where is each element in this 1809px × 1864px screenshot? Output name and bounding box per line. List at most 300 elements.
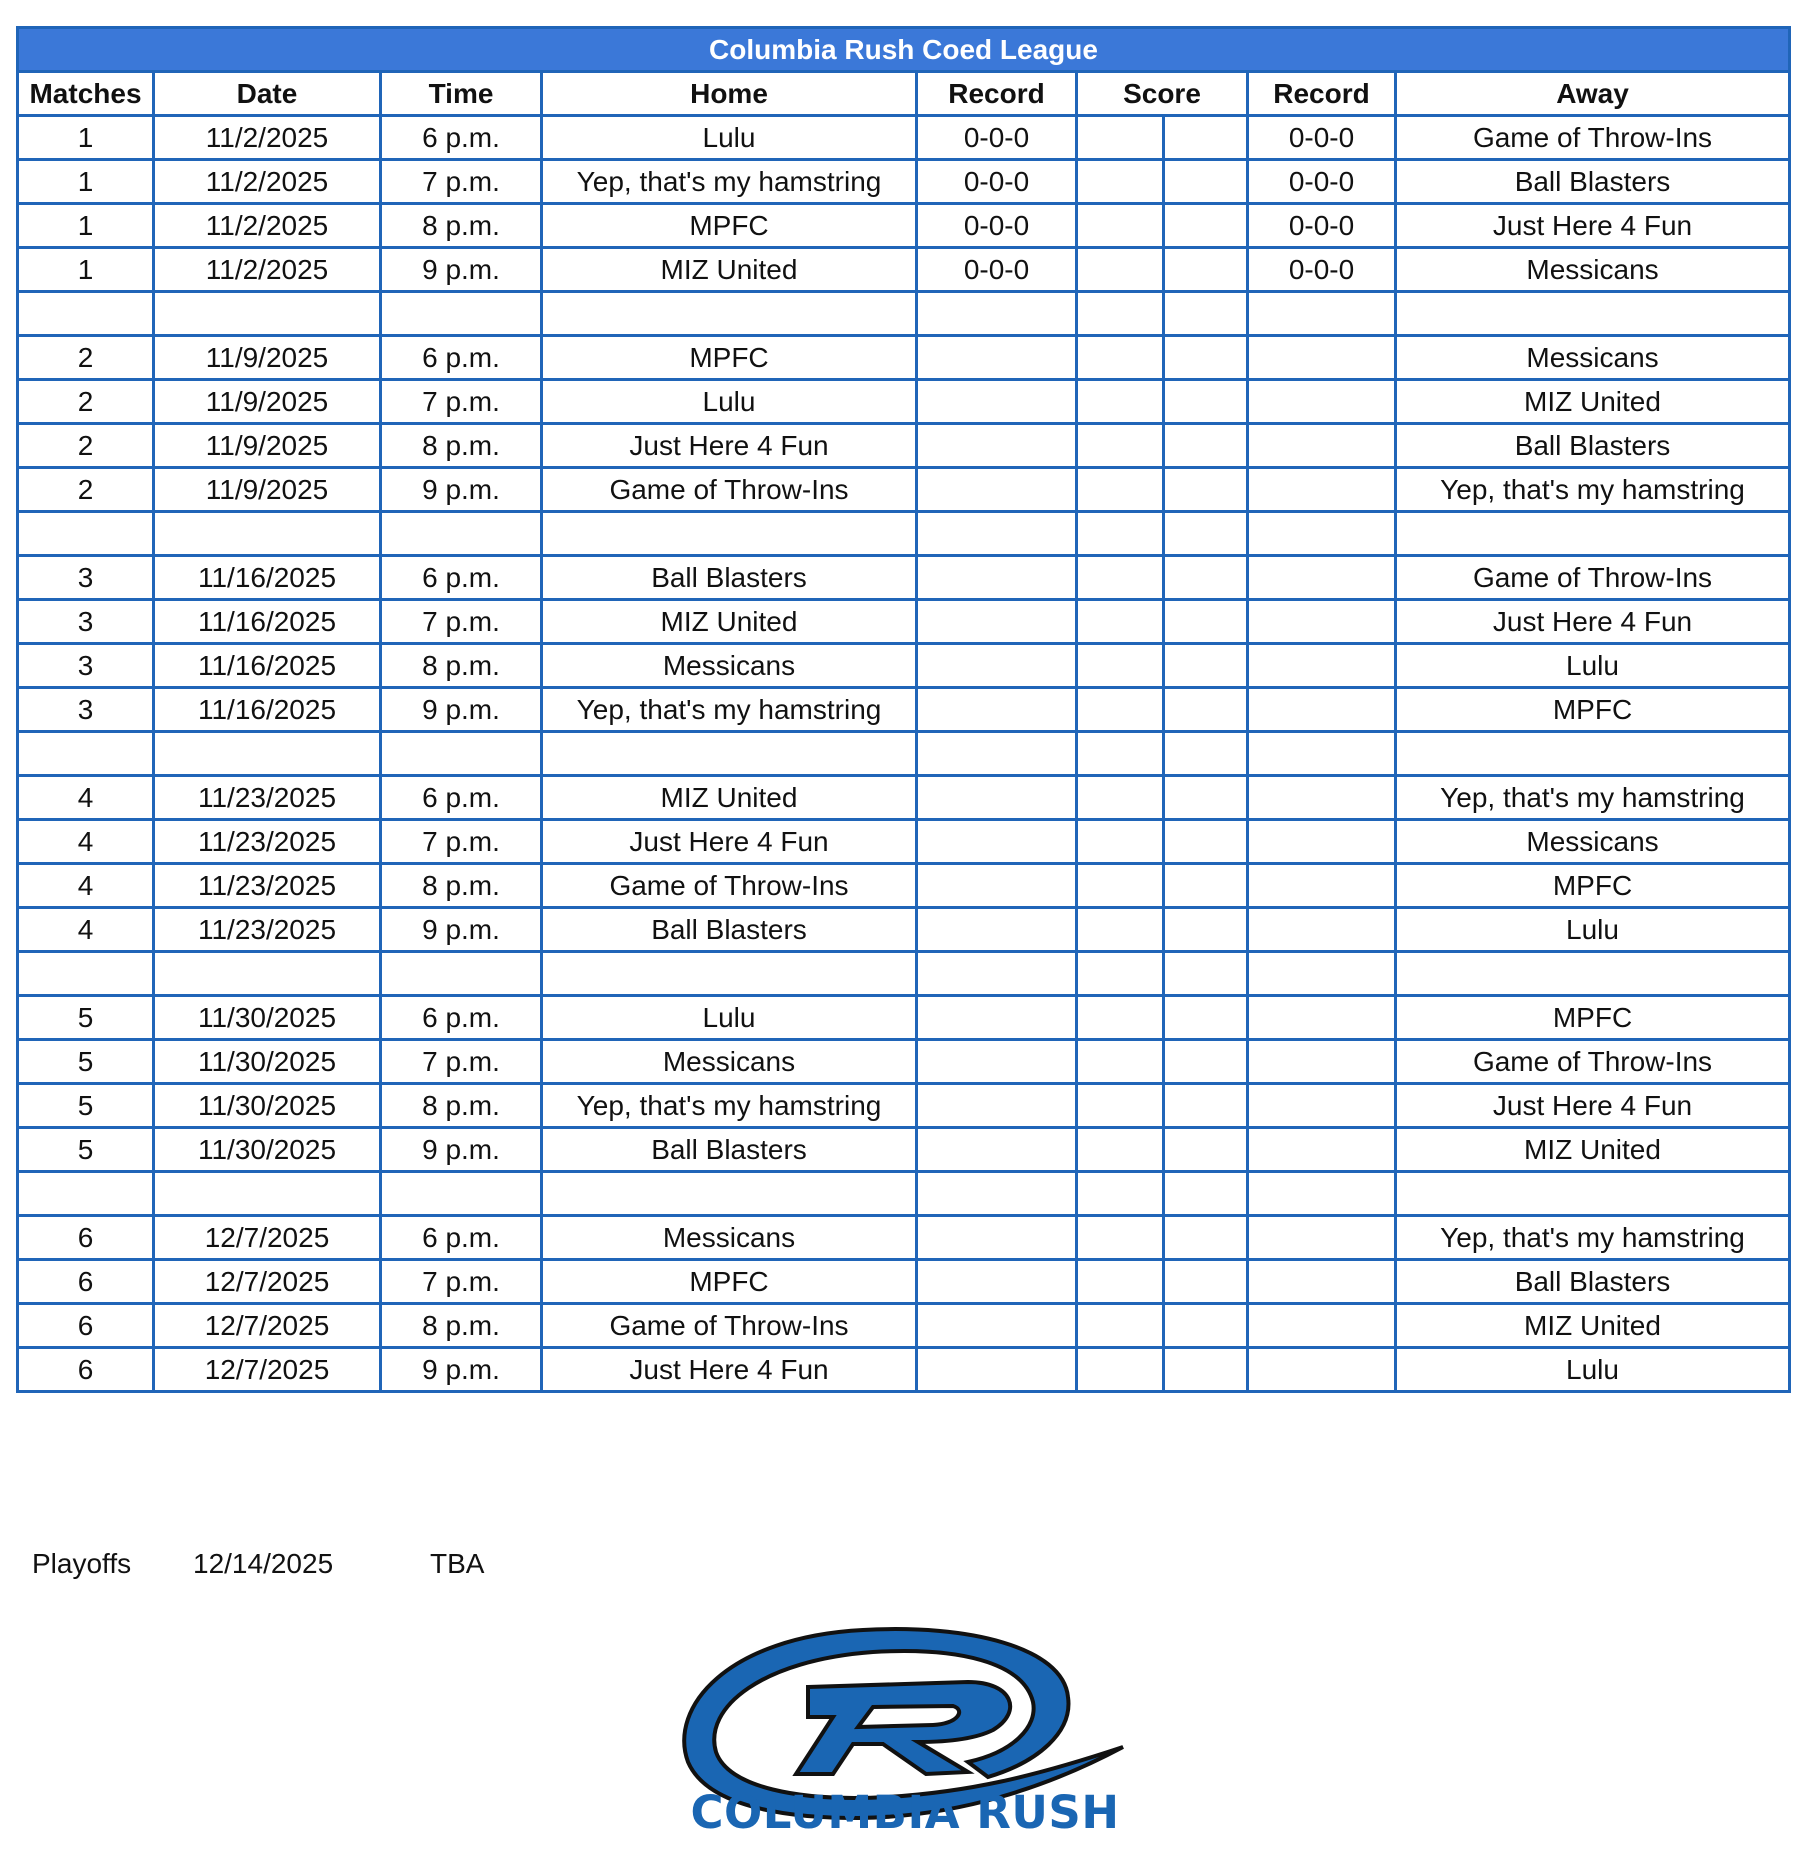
date-cell: 11/23/2025 [154, 820, 381, 864]
away-record-cell [1248, 1304, 1396, 1348]
date-cell [154, 952, 381, 996]
home-score-cell [1077, 732, 1164, 776]
date-cell: 11/30/2025 [154, 1128, 381, 1172]
away-team-cell: Lulu [1396, 908, 1790, 952]
away-team-cell: Messicans [1396, 336, 1790, 380]
away-score-cell [1164, 600, 1248, 644]
spacer-row [18, 732, 1790, 776]
home-team-cell [542, 952, 917, 996]
away-score-cell [1164, 864, 1248, 908]
home-team-cell: Lulu [542, 996, 917, 1040]
away-score-cell [1164, 952, 1248, 996]
away-score-cell [1164, 820, 1248, 864]
away-record-cell [1248, 468, 1396, 512]
date-cell: 11/9/2025 [154, 424, 381, 468]
away-record-cell: 0-0-0 [1248, 116, 1396, 160]
home-score-cell [1077, 996, 1164, 1040]
home-record-cell [917, 688, 1077, 732]
home-record-cell [917, 1172, 1077, 1216]
home-record-cell [917, 820, 1077, 864]
home-team-cell [542, 512, 917, 556]
home-record-cell [917, 600, 1077, 644]
match-cell: 1 [18, 160, 154, 204]
match-cell: 1 [18, 248, 154, 292]
time-cell: 6 p.m. [381, 996, 542, 1040]
table-row [18, 1084, 1790, 1128]
header-home: Home [542, 72, 917, 116]
home-score-cell [1077, 776, 1164, 820]
time-cell: 6 p.m. [381, 336, 542, 380]
date-cell: 11/2/2025 [154, 160, 381, 204]
home-record-cell [917, 1348, 1077, 1392]
away-score-cell [1164, 1084, 1248, 1128]
match-cell: 2 [18, 336, 154, 380]
table-row [18, 864, 1790, 908]
home-team-cell: Game of Throw-Ins [542, 864, 917, 908]
time-cell: 8 p.m. [381, 644, 542, 688]
match-cell: 3 [18, 600, 154, 644]
date-cell [154, 732, 381, 776]
away-record-cell [1248, 556, 1396, 600]
home-score-cell [1077, 116, 1164, 160]
match-cell: 5 [18, 1084, 154, 1128]
time-cell [381, 292, 542, 336]
away-score-cell [1164, 292, 1248, 336]
away-record-cell [1248, 820, 1396, 864]
match-cell: 2 [18, 468, 154, 512]
match-cell: 6 [18, 1348, 154, 1392]
away-record-cell [1248, 644, 1396, 688]
away-score-cell [1164, 380, 1248, 424]
home-score-cell [1077, 1172, 1164, 1216]
away-score-cell [1164, 556, 1248, 600]
home-record-cell [917, 1040, 1077, 1084]
date-cell [154, 512, 381, 556]
table-row [18, 908, 1790, 952]
league-title: Columbia Rush Coed League [18, 28, 1790, 72]
home-score-cell [1077, 248, 1164, 292]
away-score-cell [1164, 776, 1248, 820]
spacer-row [18, 512, 1790, 556]
away-record-cell [1248, 1084, 1396, 1128]
home-team-cell: Game of Throw-Ins [542, 1304, 917, 1348]
table-row [18, 336, 1790, 380]
home-score-cell [1077, 292, 1164, 336]
date-cell: 11/16/2025 [154, 600, 381, 644]
home-record-cell [917, 952, 1077, 996]
away-score-cell [1164, 732, 1248, 776]
home-record-cell [917, 996, 1077, 1040]
time-cell: 9 p.m. [381, 688, 542, 732]
home-team-cell [542, 1172, 917, 1216]
home-team-cell: MIZ United [542, 776, 917, 820]
table-row [18, 776, 1790, 820]
away-record-cell [1248, 380, 1396, 424]
match-cell: 3 [18, 688, 154, 732]
home-team-cell: Ball Blasters [542, 1128, 917, 1172]
away-record-cell: 0-0-0 [1248, 160, 1396, 204]
date-cell: 11/23/2025 [154, 864, 381, 908]
home-score-cell [1077, 644, 1164, 688]
date-cell: 12/7/2025 [154, 1304, 381, 1348]
match-cell: 4 [18, 864, 154, 908]
away-team-cell: Messicans [1396, 248, 1790, 292]
match-cell [18, 952, 154, 996]
time-cell: 8 p.m. [381, 204, 542, 248]
home-team-cell: Yep, that's my hamstring [542, 688, 917, 732]
table-row [18, 1348, 1790, 1392]
home-team-cell: Messicans [542, 1040, 917, 1084]
time-cell: 6 p.m. [381, 556, 542, 600]
home-score-cell [1077, 820, 1164, 864]
home-score-cell [1077, 1260, 1164, 1304]
away-record-cell [1248, 1216, 1396, 1260]
header-date: Date [154, 72, 381, 116]
away-score-cell [1164, 1040, 1248, 1084]
home-score-cell [1077, 160, 1164, 204]
table-row [18, 644, 1790, 688]
header-matches: Matches [18, 72, 154, 116]
home-record-cell [917, 1216, 1077, 1260]
schedule-table [16, 26, 1791, 1393]
home-score-cell [1077, 1128, 1164, 1172]
away-score-cell [1164, 204, 1248, 248]
home-team-cell: Yep, that's my hamstring [542, 160, 917, 204]
home-team-cell: Game of Throw-Ins [542, 468, 917, 512]
header-away: Away [1396, 72, 1790, 116]
home-record-cell: 0-0-0 [917, 160, 1077, 204]
time-cell: 9 p.m. [381, 908, 542, 952]
away-record-cell [1248, 1128, 1396, 1172]
home-record-cell [917, 1128, 1077, 1172]
away-score-cell [1164, 512, 1248, 556]
home-score-cell [1077, 688, 1164, 732]
away-team-cell: MPFC [1396, 864, 1790, 908]
away-record-cell [1248, 512, 1396, 556]
home-score-cell [1077, 468, 1164, 512]
time-cell: 7 p.m. [381, 1040, 542, 1084]
time-cell [381, 1172, 542, 1216]
home-score-cell [1077, 952, 1164, 996]
home-record-cell [917, 512, 1077, 556]
home-record-cell [917, 644, 1077, 688]
table-row [18, 204, 1790, 248]
away-record-cell [1248, 1040, 1396, 1084]
away-team-cell: Game of Throw-Ins [1396, 556, 1790, 600]
away-score-cell [1164, 248, 1248, 292]
home-record-cell: 0-0-0 [917, 116, 1077, 160]
home-score-cell [1077, 600, 1164, 644]
table-row [18, 820, 1790, 864]
date-cell: 11/16/2025 [154, 644, 381, 688]
match-cell: 6 [18, 1216, 154, 1260]
home-score-cell [1077, 1216, 1164, 1260]
table-row [18, 1040, 1790, 1084]
away-score-cell [1164, 688, 1248, 732]
home-score-cell [1077, 380, 1164, 424]
table-row [18, 600, 1790, 644]
away-team-cell [1396, 1172, 1790, 1216]
away-team-cell [1396, 512, 1790, 556]
away-record-cell [1248, 336, 1396, 380]
match-cell: 1 [18, 116, 154, 160]
away-team-cell: Ball Blasters [1396, 160, 1790, 204]
home-record-cell [917, 468, 1077, 512]
home-score-cell [1077, 908, 1164, 952]
schedule-sheet [16, 26, 1791, 1393]
match-cell [18, 732, 154, 776]
home-team-cell: Lulu [542, 380, 917, 424]
match-cell: 5 [18, 996, 154, 1040]
date-cell: 11/9/2025 [154, 336, 381, 380]
away-score-cell [1164, 116, 1248, 160]
time-cell: 8 p.m. [381, 1084, 542, 1128]
away-record-cell [1248, 424, 1396, 468]
home-record-cell [917, 292, 1077, 336]
date-cell: 11/16/2025 [154, 688, 381, 732]
home-team-cell: Just Here 4 Fun [542, 1348, 917, 1392]
home-score-cell [1077, 1040, 1164, 1084]
away-score-cell [1164, 1128, 1248, 1172]
away-team-cell: Ball Blasters [1396, 424, 1790, 468]
table-row [18, 1216, 1790, 1260]
away-team-cell: Messicans [1396, 820, 1790, 864]
date-cell: 11/23/2025 [154, 908, 381, 952]
home-team-cell: MPFC [542, 1260, 917, 1304]
table-row [18, 380, 1790, 424]
home-team-cell: MPFC [542, 204, 917, 248]
away-team-cell: Lulu [1396, 1348, 1790, 1392]
header-row [18, 72, 1790, 116]
away-team-cell: Just Here 4 Fun [1396, 204, 1790, 248]
home-team-cell [542, 292, 917, 336]
home-record-cell [917, 380, 1077, 424]
away-record-cell: 0-0-0 [1248, 248, 1396, 292]
away-team-cell: Game of Throw-Ins [1396, 1040, 1790, 1084]
match-cell: 2 [18, 380, 154, 424]
home-record-cell: 0-0-0 [917, 204, 1077, 248]
table-row [18, 556, 1790, 600]
date-cell: 11/9/2025 [154, 468, 381, 512]
home-score-cell [1077, 1348, 1164, 1392]
away-team-cell: MIZ United [1396, 1304, 1790, 1348]
date-cell: 12/7/2025 [154, 1216, 381, 1260]
table-row [18, 1260, 1790, 1304]
away-record-cell [1248, 1348, 1396, 1392]
playoffs-date: 12/14/2025 [193, 1548, 334, 1579]
table-row [18, 116, 1790, 160]
time-cell: 6 p.m. [381, 116, 542, 160]
time-cell: 7 p.m. [381, 160, 542, 204]
match-cell: 5 [18, 1128, 154, 1172]
table-row [18, 248, 1790, 292]
header-home-record: Record [917, 72, 1077, 116]
match-cell: 4 [18, 776, 154, 820]
date-cell: 12/7/2025 [154, 1260, 381, 1304]
time-cell [381, 732, 542, 776]
match-cell [18, 512, 154, 556]
home-team-cell: Lulu [542, 116, 917, 160]
away-record-cell [1248, 776, 1396, 820]
time-cell: 9 p.m. [381, 248, 542, 292]
away-team-cell: Yep, that's my hamstring [1396, 776, 1790, 820]
away-score-cell [1164, 1304, 1248, 1348]
match-cell: 4 [18, 908, 154, 952]
home-score-cell [1077, 1084, 1164, 1128]
home-score-cell [1077, 1304, 1164, 1348]
home-record-cell [917, 556, 1077, 600]
home-team-cell [542, 732, 917, 776]
home-score-cell [1077, 512, 1164, 556]
home-team-cell: Messicans [542, 644, 917, 688]
away-score-cell [1164, 1216, 1248, 1260]
match-cell: 3 [18, 556, 154, 600]
date-cell: 11/30/2025 [154, 1084, 381, 1128]
match-cell: 5 [18, 1040, 154, 1084]
away-score-cell [1164, 336, 1248, 380]
date-cell: 11/2/2025 [154, 204, 381, 248]
away-score-cell [1164, 996, 1248, 1040]
home-team-cell: Just Here 4 Fun [542, 424, 917, 468]
away-record-cell [1248, 1172, 1396, 1216]
away-team-cell: MPFC [1396, 688, 1790, 732]
home-score-cell [1077, 556, 1164, 600]
home-team-cell: MIZ United [542, 600, 917, 644]
away-score-cell [1164, 160, 1248, 204]
home-team-cell: Just Here 4 Fun [542, 820, 917, 864]
home-team-cell: Ball Blasters [542, 908, 917, 952]
away-score-cell [1164, 468, 1248, 512]
time-cell: 7 p.m. [381, 600, 542, 644]
away-score-cell [1164, 1260, 1248, 1304]
away-team-cell [1396, 732, 1790, 776]
home-score-cell [1077, 424, 1164, 468]
home-team-cell: MPFC [542, 336, 917, 380]
match-cell: 6 [18, 1304, 154, 1348]
match-cell: 1 [18, 204, 154, 248]
home-record-cell [917, 1260, 1077, 1304]
time-cell [381, 952, 542, 996]
away-team-cell [1396, 292, 1790, 336]
date-cell [154, 1172, 381, 1216]
home-team-cell: Yep, that's my hamstring [542, 1084, 917, 1128]
home-record-cell [917, 776, 1077, 820]
table-row [18, 1128, 1790, 1172]
away-score-cell [1164, 908, 1248, 952]
playoffs-time: TBA [430, 1548, 485, 1579]
away-team-cell: MIZ United [1396, 380, 1790, 424]
away-record-cell [1248, 732, 1396, 776]
time-cell: 6 p.m. [381, 776, 542, 820]
home-score-cell [1077, 864, 1164, 908]
home-team-cell: Messicans [542, 1216, 917, 1260]
spacer-row [18, 952, 1790, 996]
away-team-cell: Just Here 4 Fun [1396, 1084, 1790, 1128]
home-record-cell [917, 1084, 1077, 1128]
match-cell: 3 [18, 644, 154, 688]
away-record-cell [1248, 864, 1396, 908]
away-score-cell [1164, 1348, 1248, 1392]
home-record-cell [917, 424, 1077, 468]
date-cell: 11/2/2025 [154, 116, 381, 160]
date-cell: 11/30/2025 [154, 1040, 381, 1084]
away-team-cell: Ball Blasters [1396, 1260, 1790, 1304]
match-cell [18, 1172, 154, 1216]
table-row [18, 1304, 1790, 1348]
spacer-row [18, 1172, 1790, 1216]
away-record-cell [1248, 952, 1396, 996]
spacer-row [18, 292, 1790, 336]
away-team-cell: Just Here 4 Fun [1396, 600, 1790, 644]
time-cell: 9 p.m. [381, 1348, 542, 1392]
home-record-cell [917, 908, 1077, 952]
table-row [18, 468, 1790, 512]
date-cell: 11/2/2025 [154, 248, 381, 292]
time-cell: 7 p.m. [381, 1260, 542, 1304]
table-row [18, 996, 1790, 1040]
home-record-cell [917, 1304, 1077, 1348]
time-cell: 9 p.m. [381, 1128, 542, 1172]
away-record-cell [1248, 996, 1396, 1040]
header-away-record: Record [1248, 72, 1396, 116]
away-record-cell [1248, 908, 1396, 952]
date-cell: 11/9/2025 [154, 380, 381, 424]
home-record-cell: 0-0-0 [917, 248, 1077, 292]
away-score-cell [1164, 644, 1248, 688]
home-record-cell [917, 864, 1077, 908]
home-record-cell [917, 336, 1077, 380]
home-record-cell [917, 732, 1077, 776]
away-record-cell [1248, 292, 1396, 336]
date-cell [154, 292, 381, 336]
table-row [18, 160, 1790, 204]
time-cell [381, 512, 542, 556]
home-score-cell [1077, 336, 1164, 380]
away-team-cell: Yep, that's my hamstring [1396, 468, 1790, 512]
playoffs-footer [0, 1540, 600, 1590]
time-cell: 8 p.m. [381, 864, 542, 908]
away-score-cell [1164, 1172, 1248, 1216]
away-team-cell [1396, 952, 1790, 996]
match-cell [18, 292, 154, 336]
match-cell: 2 [18, 424, 154, 468]
time-cell: 9 p.m. [381, 468, 542, 512]
time-cell: 8 p.m. [381, 1304, 542, 1348]
match-cell: 6 [18, 1260, 154, 1304]
date-cell: 12/7/2025 [154, 1348, 381, 1392]
match-cell: 4 [18, 820, 154, 864]
home-team-cell: Ball Blasters [542, 556, 917, 600]
home-team-cell: MIZ United [542, 248, 917, 292]
time-cell: 8 p.m. [381, 424, 542, 468]
table-row [18, 424, 1790, 468]
away-record-cell [1248, 1260, 1396, 1304]
date-cell: 11/23/2025 [154, 776, 381, 820]
time-cell: 6 p.m. [381, 1216, 542, 1260]
away-team-cell: Game of Throw-Ins [1396, 116, 1790, 160]
away-team-cell: Lulu [1396, 644, 1790, 688]
time-cell: 7 p.m. [381, 820, 542, 864]
away-team-cell: MPFC [1396, 996, 1790, 1040]
time-cell: 7 p.m. [381, 380, 542, 424]
logo-wordmark: COLUMBIA RUSH [690, 1786, 1120, 1839]
playoffs-label: Playoffs [32, 1548, 132, 1579]
away-record-cell [1248, 688, 1396, 732]
header-time: Time [381, 72, 542, 116]
away-score-cell [1164, 424, 1248, 468]
away-team-cell: MIZ United [1396, 1128, 1790, 1172]
table-row [18, 688, 1790, 732]
